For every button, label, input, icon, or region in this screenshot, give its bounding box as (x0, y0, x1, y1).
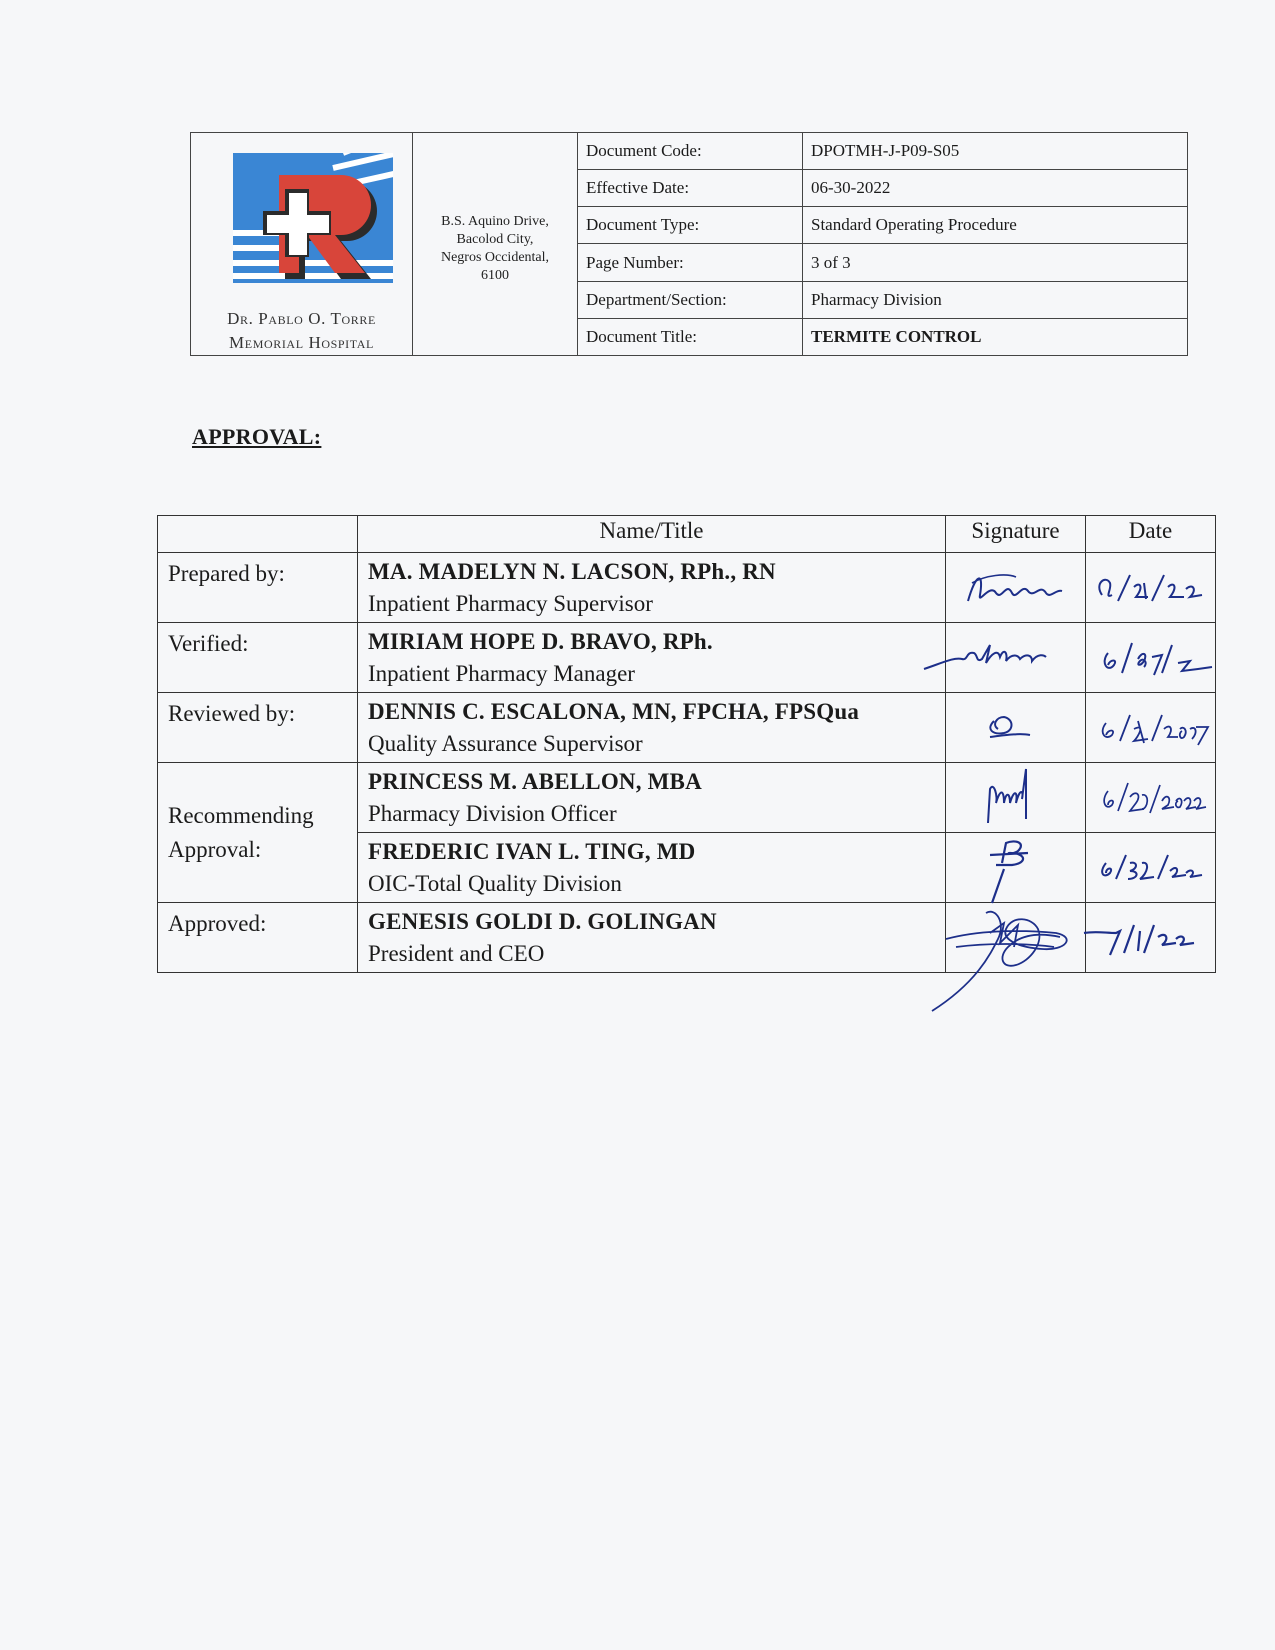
info-value: Pharmacy Division (803, 281, 1188, 318)
signature-cell (946, 833, 1086, 903)
approver-cell (358, 763, 946, 833)
info-row (578, 133, 1187, 170)
approval-role: Reviewed by: (158, 693, 358, 763)
logo-cell (191, 133, 413, 355)
info-label: Document Code: (578, 133, 803, 170)
hospital-logo-icon (233, 153, 393, 283)
handwritten-signature-icon (946, 553, 1086, 621)
handwritten-date-icon (1086, 693, 1216, 761)
date-column-header: Date (1086, 516, 1216, 553)
document-info-table (578, 133, 1187, 355)
date-cell (1086, 903, 1216, 973)
approval-header-row (158, 516, 1216, 553)
handwritten-date-icon (1086, 623, 1216, 691)
approver-name: GENESIS GOLDI D. GOLINGAN (368, 909, 717, 934)
approver-cell (358, 833, 946, 903)
handwritten-date-icon (1086, 903, 1216, 971)
signature-cell (946, 553, 1086, 623)
handwritten-signature-icon (946, 693, 1086, 761)
approval-row (158, 693, 1216, 763)
address-cell (413, 133, 578, 355)
approver-name: MA. MADELYN N. LACSON, RPh., RN (368, 559, 776, 584)
role-column-header (158, 516, 358, 553)
approver-title: OIC-Total Quality Division (368, 871, 622, 896)
handwritten-date-icon (1086, 763, 1216, 831)
handwritten-signature-icon (946, 833, 1086, 901)
approval-role: Verified: (158, 623, 358, 693)
approval-heading: APPROVAL: (192, 424, 322, 449)
info-label: Document Title: (578, 318, 803, 355)
hospital-address: B.S. Aquino Drive, Bacolod City, Negros Occidental, 6100 (440, 214, 550, 283)
handwritten-signature-icon (946, 903, 1086, 971)
hospital-name (191, 307, 412, 355)
signature-cell (946, 763, 1086, 833)
date-cell (1086, 553, 1216, 623)
info-value: DPOTMH-J-P09-S05 (803, 133, 1188, 170)
approver-name: FREDERIC IVAN L. TING, MD (368, 839, 696, 864)
approval-row (158, 553, 1216, 623)
info-label: Effective Date: (578, 170, 803, 207)
date-cell (1086, 763, 1216, 833)
approver-cell (358, 623, 946, 693)
approval-role: Approved: (158, 903, 358, 973)
name-title-column-header: Name/Title (358, 516, 946, 553)
approver-name: MIRIAM HOPE D. BRAVO, RPh. (368, 629, 713, 654)
approver-title: President and CEO (368, 941, 545, 966)
date-cell (1086, 693, 1216, 763)
handwritten-date-icon (1086, 833, 1216, 901)
info-row (578, 244, 1187, 281)
approver-title: Quality Assurance Supervisor (368, 731, 643, 756)
approval-table (157, 515, 1216, 973)
approver-name: PRINCESS M. ABELLON, MBA (368, 769, 702, 794)
handwritten-signature-icon (946, 763, 1086, 831)
info-label: Department/Section: (578, 281, 803, 318)
info-row (578, 318, 1187, 355)
info-value: 3 of 3 (803, 244, 1188, 281)
approver-title: Inpatient Pharmacy Manager (368, 661, 635, 686)
handwritten-signature-icon (946, 623, 1086, 691)
approver-cell (358, 693, 946, 763)
info-row (578, 170, 1187, 207)
date-cell (1086, 833, 1216, 903)
signature-cell (946, 693, 1086, 763)
approver-title: Pharmacy Division Officer (368, 801, 617, 826)
signature-cell (946, 903, 1086, 973)
approval-role: Recommending Approval: (158, 763, 358, 903)
info-label: Document Type: (578, 207, 803, 244)
approver-name: DENNIS C. ESCALONA, MN, FPCHA, FPSQua (368, 699, 860, 724)
info-value: Standard Operating Procedure (803, 207, 1188, 244)
date-cell (1086, 623, 1216, 693)
approval-role: Prepared by: (158, 553, 358, 623)
document-header (190, 132, 1188, 356)
info-value: 06-30-2022 (803, 170, 1188, 207)
approver-cell (358, 553, 946, 623)
signature-cell (946, 623, 1086, 693)
approval-row (158, 623, 1216, 693)
document-title-value: TERMITE CONTROL (811, 326, 982, 346)
approver-title: Inpatient Pharmacy Supervisor (368, 591, 653, 616)
hospital-name-line2: Memorial Hospital (229, 333, 374, 352)
info-row (578, 281, 1187, 318)
approval-row (158, 763, 1216, 833)
approval-row (158, 903, 1216, 973)
signature-column-header: Signature (946, 516, 1086, 553)
info-label: Page Number: (578, 244, 803, 281)
info-row (578, 207, 1187, 244)
approver-cell (358, 903, 946, 973)
hospital-name-line1: Dr. Pablo O. Torre (227, 309, 376, 328)
handwritten-date-icon (1086, 553, 1216, 621)
